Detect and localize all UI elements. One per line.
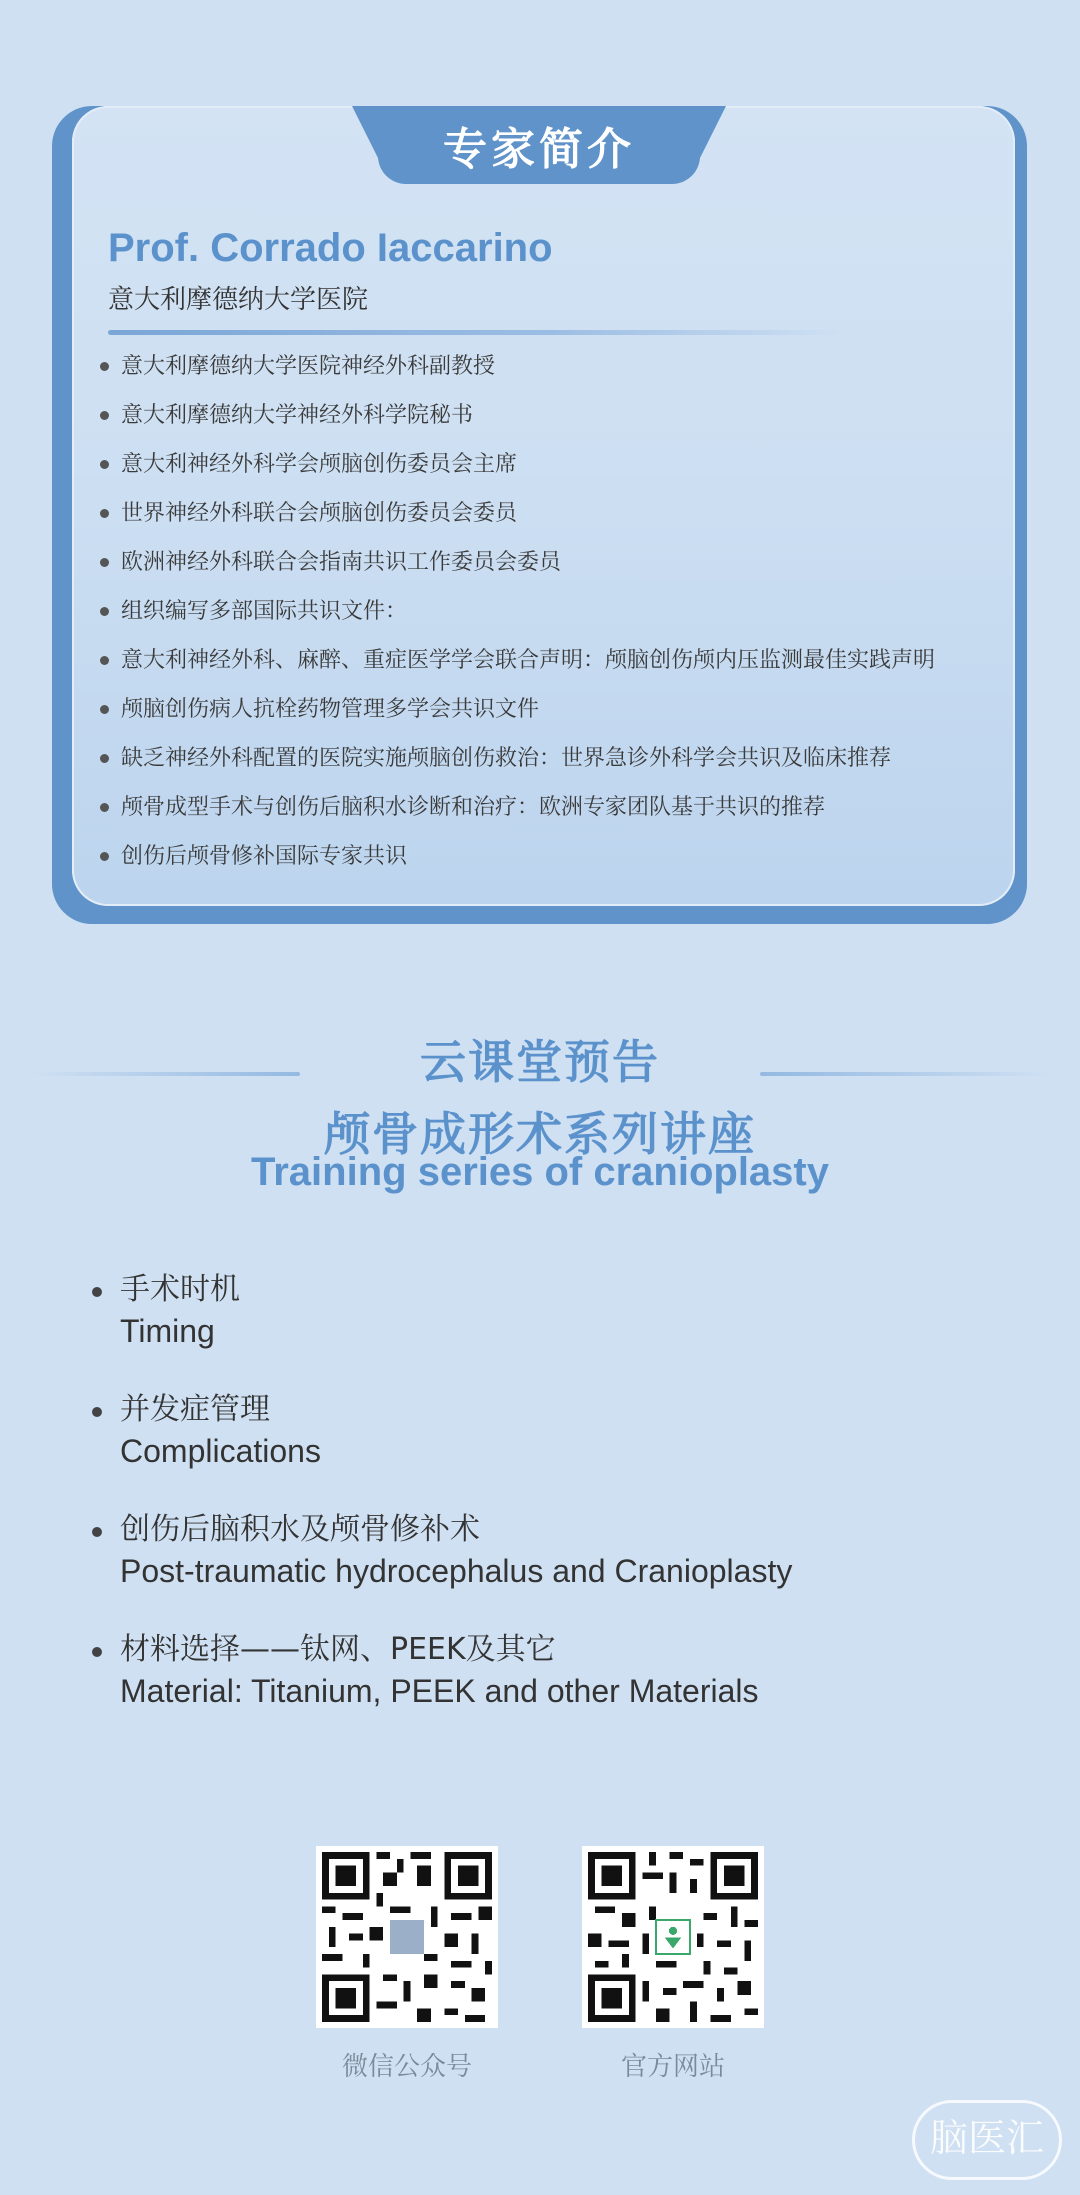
topic-cn: 并发症管理 bbox=[120, 1392, 270, 1427]
topic-cn: 材料选择——钛网、PEEK及其它 bbox=[120, 1632, 556, 1667]
watermark-logo: 脑医汇 bbox=[912, 2100, 1062, 2180]
wechat-qr-code[interactable] bbox=[316, 1846, 498, 2028]
divider bbox=[108, 330, 848, 335]
credential-text: 创伤后颅骨修补国际专家共识 bbox=[121, 844, 408, 869]
topic-en: Post-traumatic hydrocephalus and Cranioplasty bbox=[120, 1553, 793, 1589]
credential-text: 意大利神经外科学会颅脑创伤委员会主席 bbox=[121, 452, 518, 477]
bullet-icon bbox=[92, 1407, 102, 1417]
topic-cn: 创伤后脑积水及颅骨修补术 bbox=[120, 1512, 480, 1547]
bullet-icon bbox=[100, 656, 109, 665]
bullet-icon bbox=[100, 607, 109, 616]
website-label: 官方网站 bbox=[620, 2052, 725, 2082]
credential-item bbox=[100, 538, 1000, 587]
topic-list bbox=[90, 1270, 792, 1750]
credential-item bbox=[100, 587, 1000, 636]
bullet-icon bbox=[100, 705, 109, 714]
credential-item bbox=[100, 636, 1000, 685]
course-subtitle: 颅骨成形术系列讲座 bbox=[324, 1107, 756, 1161]
credential-item bbox=[100, 440, 1000, 489]
bullet-icon bbox=[100, 362, 109, 371]
expert-card-header: 专家简介 bbox=[378, 106, 700, 184]
credential-item bbox=[100, 342, 1000, 391]
qr-code-icon bbox=[322, 1852, 492, 2022]
topic-cn: 手术时机 bbox=[120, 1272, 240, 1307]
topic-item bbox=[90, 1630, 792, 1750]
topic-en: Complications bbox=[120, 1433, 321, 1469]
credential-text: 颅骨成型手术与创伤后脑积水诊断和治疗：欧洲专家团队基于共识的推荐 bbox=[121, 795, 826, 820]
credential-item bbox=[100, 734, 1000, 783]
credential-text: 意大利摩德纳大学神经外科学院秘书 bbox=[121, 403, 474, 428]
credential-text: 欧洲神经外科联合会指南共识工作委员会委员 bbox=[121, 550, 562, 575]
credential-item bbox=[100, 783, 1000, 832]
credential-item bbox=[100, 832, 1000, 881]
bullet-icon bbox=[100, 803, 109, 812]
topic-en: Material: Titanium, PEEK and other Materials bbox=[120, 1673, 759, 1709]
credential-item bbox=[100, 391, 1000, 440]
website-qr-code[interactable] bbox=[582, 1846, 764, 2028]
wechat-label: 微信公众号 bbox=[341, 2052, 472, 2082]
bullet-icon bbox=[92, 1647, 102, 1657]
bullet-icon bbox=[100, 509, 109, 518]
topic-item bbox=[90, 1390, 792, 1510]
bullet-icon bbox=[100, 411, 109, 420]
bullet-icon bbox=[100, 460, 109, 469]
credential-item bbox=[100, 489, 1000, 538]
credential-text: 世界神经外科联合会颅脑创伤委员会委员 bbox=[121, 501, 518, 526]
expert-affiliation: 意大利摩德纳大学医院 bbox=[108, 285, 369, 315]
bullet-icon bbox=[100, 558, 109, 567]
topic-item bbox=[90, 1510, 792, 1630]
bullet-icon bbox=[100, 852, 109, 861]
credential-text: 颅脑创伤病人抗栓药物管理多学会共识文件 bbox=[121, 697, 540, 722]
expert-name: Prof. Corrado Iaccarino bbox=[108, 226, 553, 270]
credential-text: 组织编写多部国际共识文件： bbox=[121, 599, 408, 624]
topic-en: Timing bbox=[120, 1313, 215, 1349]
credential-item bbox=[100, 685, 1000, 734]
qr-code-icon bbox=[588, 1852, 758, 2022]
bullet-icon bbox=[92, 1287, 102, 1297]
credential-text: 意大利神经外科、麻醉、重症医学学会联合声明：颅脑创伤颅内压监测最佳实践声明 bbox=[121, 648, 936, 673]
credential-text: 缺乏神经外科配置的医院实施颅脑创伤救治：世界急诊外科学会共识及临床推荐 bbox=[121, 746, 892, 771]
topic-item bbox=[90, 1270, 792, 1390]
credential-text: 意大利摩德纳大学医院神经外科副教授 bbox=[121, 354, 496, 379]
expert-credentials-list bbox=[100, 342, 1000, 881]
course-title-english: Training series of cranioplasty bbox=[251, 1150, 829, 1194]
bullet-icon bbox=[100, 754, 109, 763]
bullet-icon bbox=[92, 1527, 102, 1537]
course-title: 云课堂预告 bbox=[420, 1035, 660, 1089]
